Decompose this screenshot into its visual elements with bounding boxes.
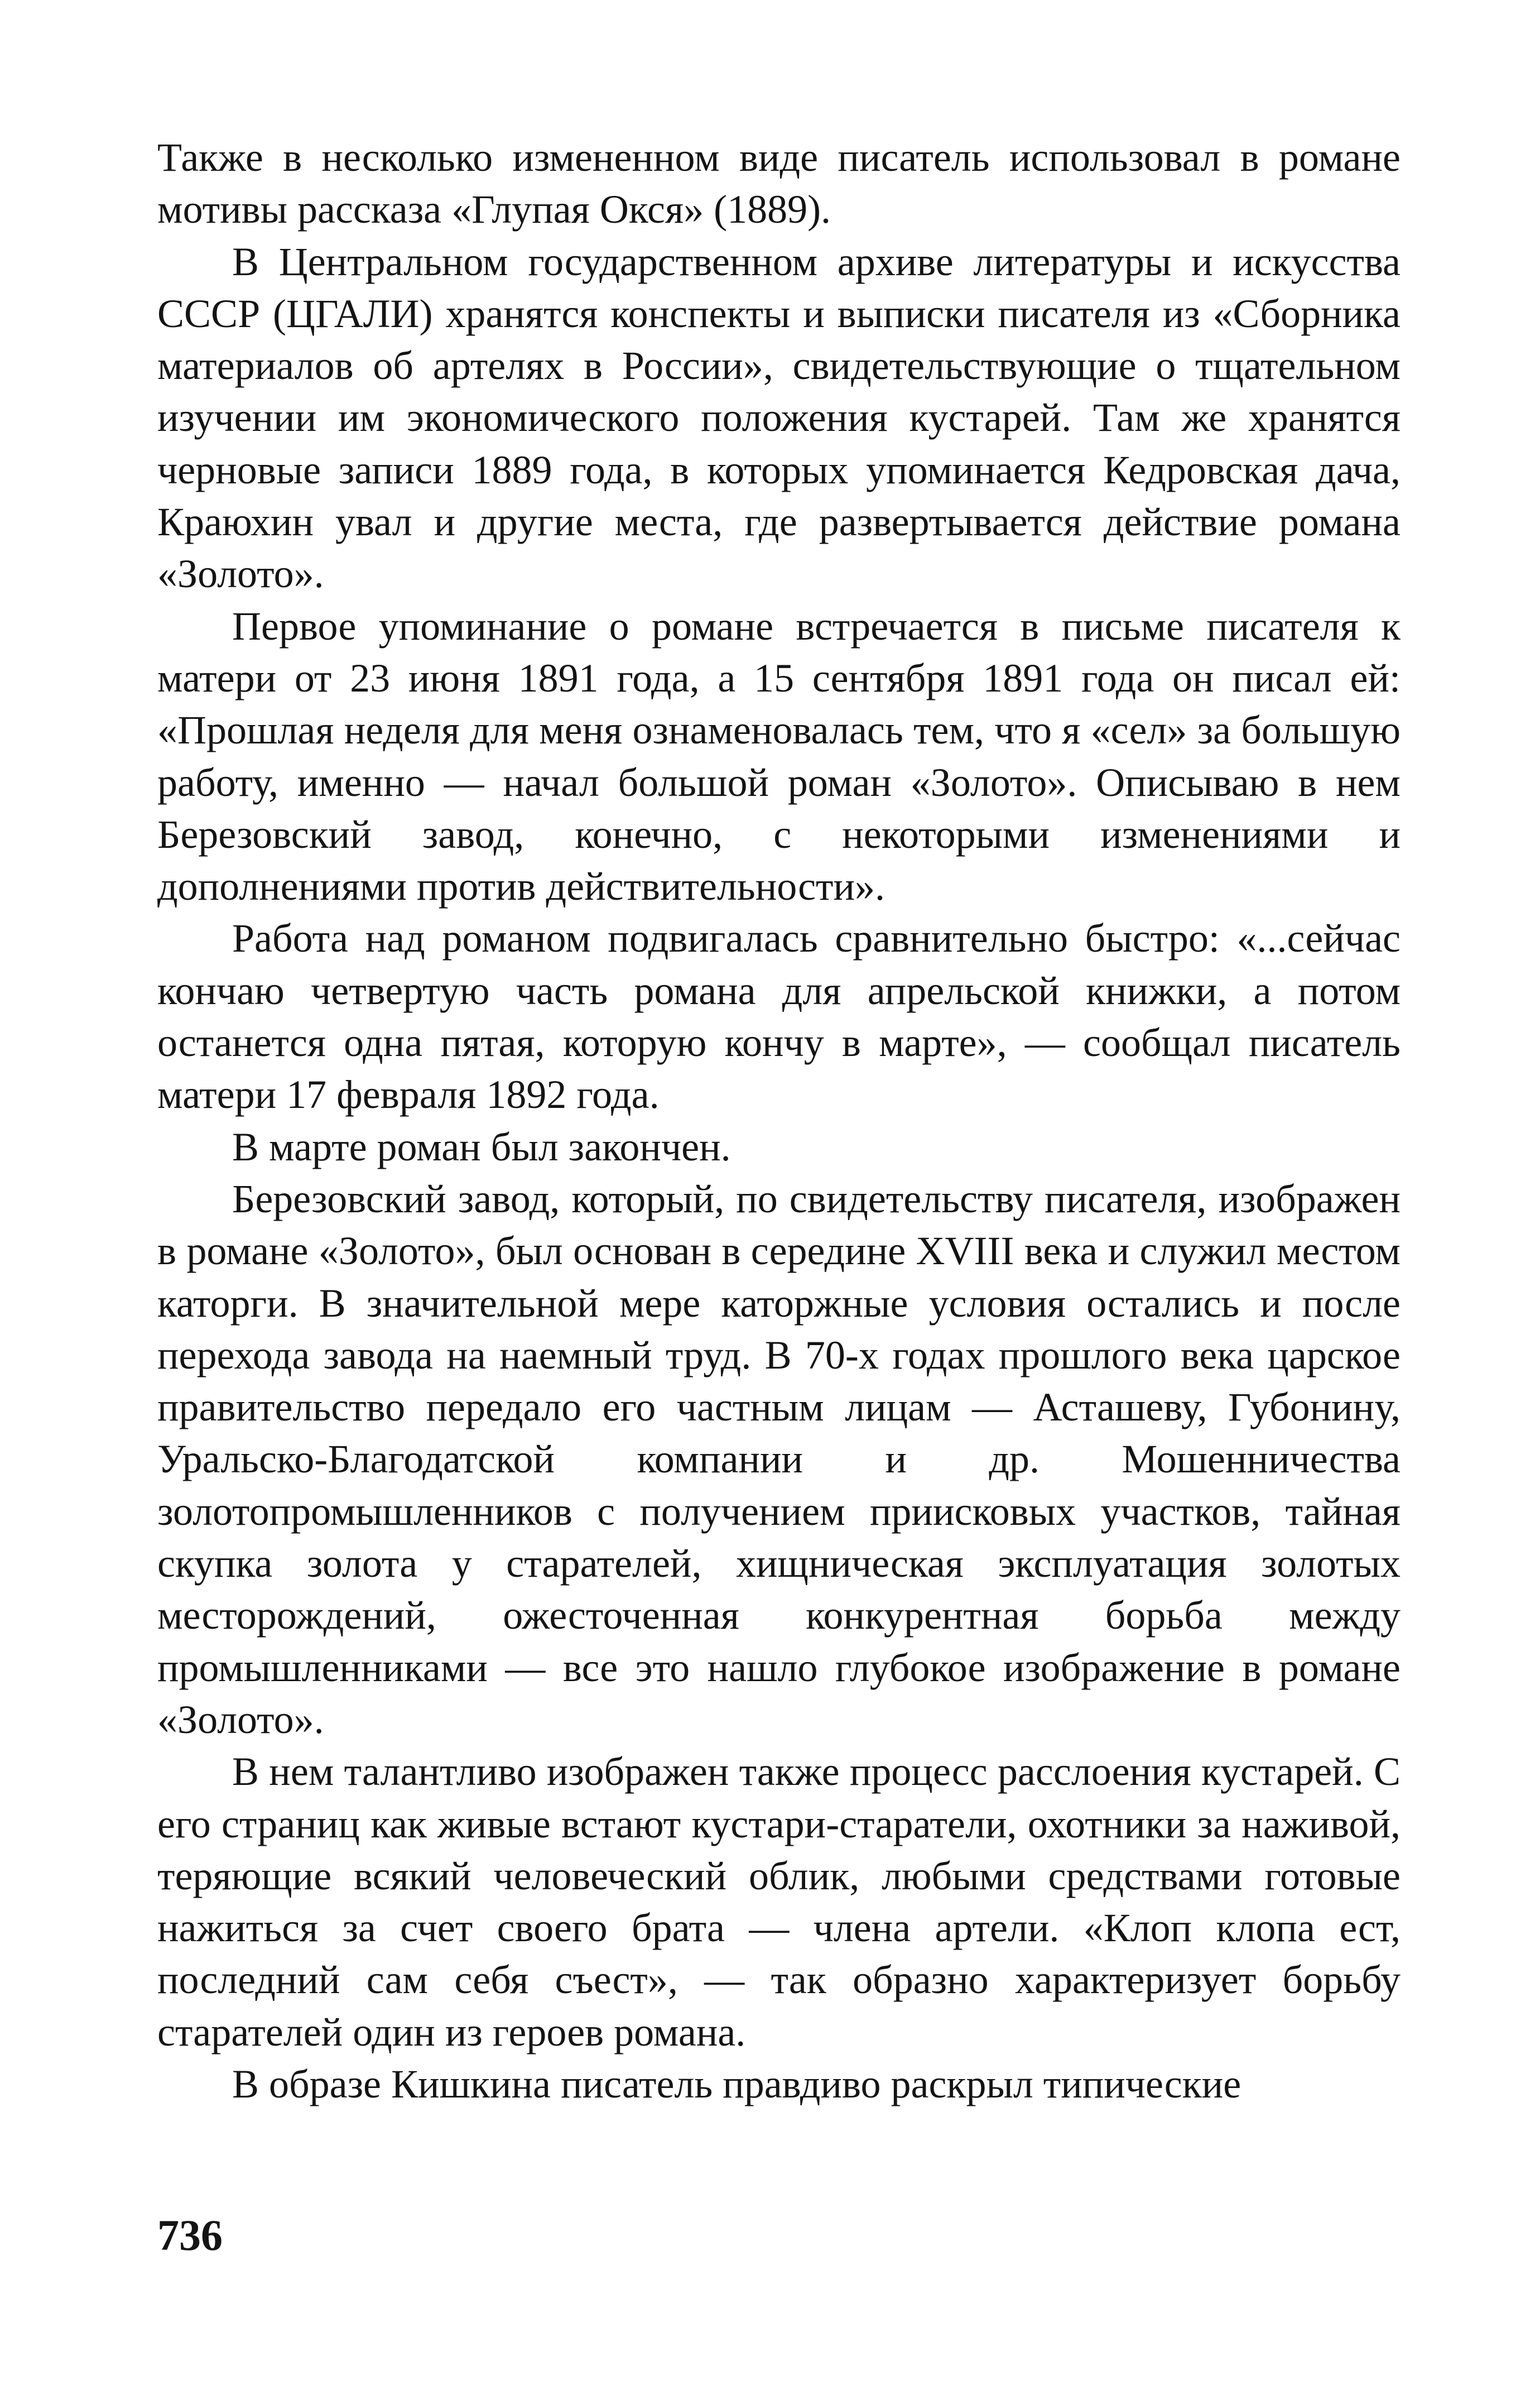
paragraph-3: Первое упоминание о романе встречается в письме писателя к матери от 23 июня 1891 года, а 15 сентября 1891 года он писал ей: «Прошлая неделя для меня ознаменовалась тем, что я «сел» за большую работу, именно — начал большой роман «Золото». Описываю в нем Березовский завод, конечно, с некоторыми изменениями и дополнениями против действительности». [157,603,1401,909]
paragraph-4: Работа над романом подвигалась сравнительно быстро: «...сейчас кончаю четвертую часть романа для апрельской книжки, а потом останется одна пятая, которую кончу в марте», — сообщал писатель матери 17 февраля 1892 года. [157,916,1401,1117]
paragraph-1: Также в несколько измененном виде писатель использовал в романе мотивы рассказа «Глупая Окся» (1889). [157,135,1401,232]
paragraph-7: В нем талантливо изображен также процесс расслоения кустарей. С его страниц как живые встают кустари-старатели, охотники за наживой, теряющие всякий человеческий облик, любыми средствами готовые нажиться за счет своего брата — члена артели. «Клоп клопа ест, последний сам себя съест», — так образно характеризует борьбу старателей один из героев романа. [157,1749,1401,2055]
paragraph-6: Березовский завод, который, по свидетельству писателя, изображен в романе «Золото», был основан в середине XVIII века и служил местом каторги. В значительной мере каторжные условия остались и после перехода завода на наемный труд. В 70-х годах прошлого века царское правительство передало его частным лицам — Асташеву, Губонину, Уральско-Благодатской компании и др. Мошенничества золотопромышленников с получением приисковых участков, тайная скупка золота у старателей, хищническая эксплуатация золотых месторождений, ожесточенная конкурентная борьба между промышленниками — все это нашло глубокое изображение в романе «Золото». [157,1176,1401,1742]
paragraph-8: В образе Кишкина писатель правдиво раскрыл типические [232,2061,1241,2106]
paragraph-5: В марте роман был закончен. [232,1124,731,1169]
page-body [157,132,1401,2110]
paragraph-2: В Центральном государственном архиве литературы и искусства СССР (ЦГАЛИ) хранятся конспекты и выписки писателя из «Сборника материалов об артелях в России», свидетельствующие о тщательном изучении им экономического положения кустарей. Там же хранятся черновые записи 1889 года, в которых упоминается Кедровская дача, Краюхин увал и другие места, где развертывается действие романа «Золото». [157,239,1401,597]
page-number: 736 [157,2211,223,2259]
